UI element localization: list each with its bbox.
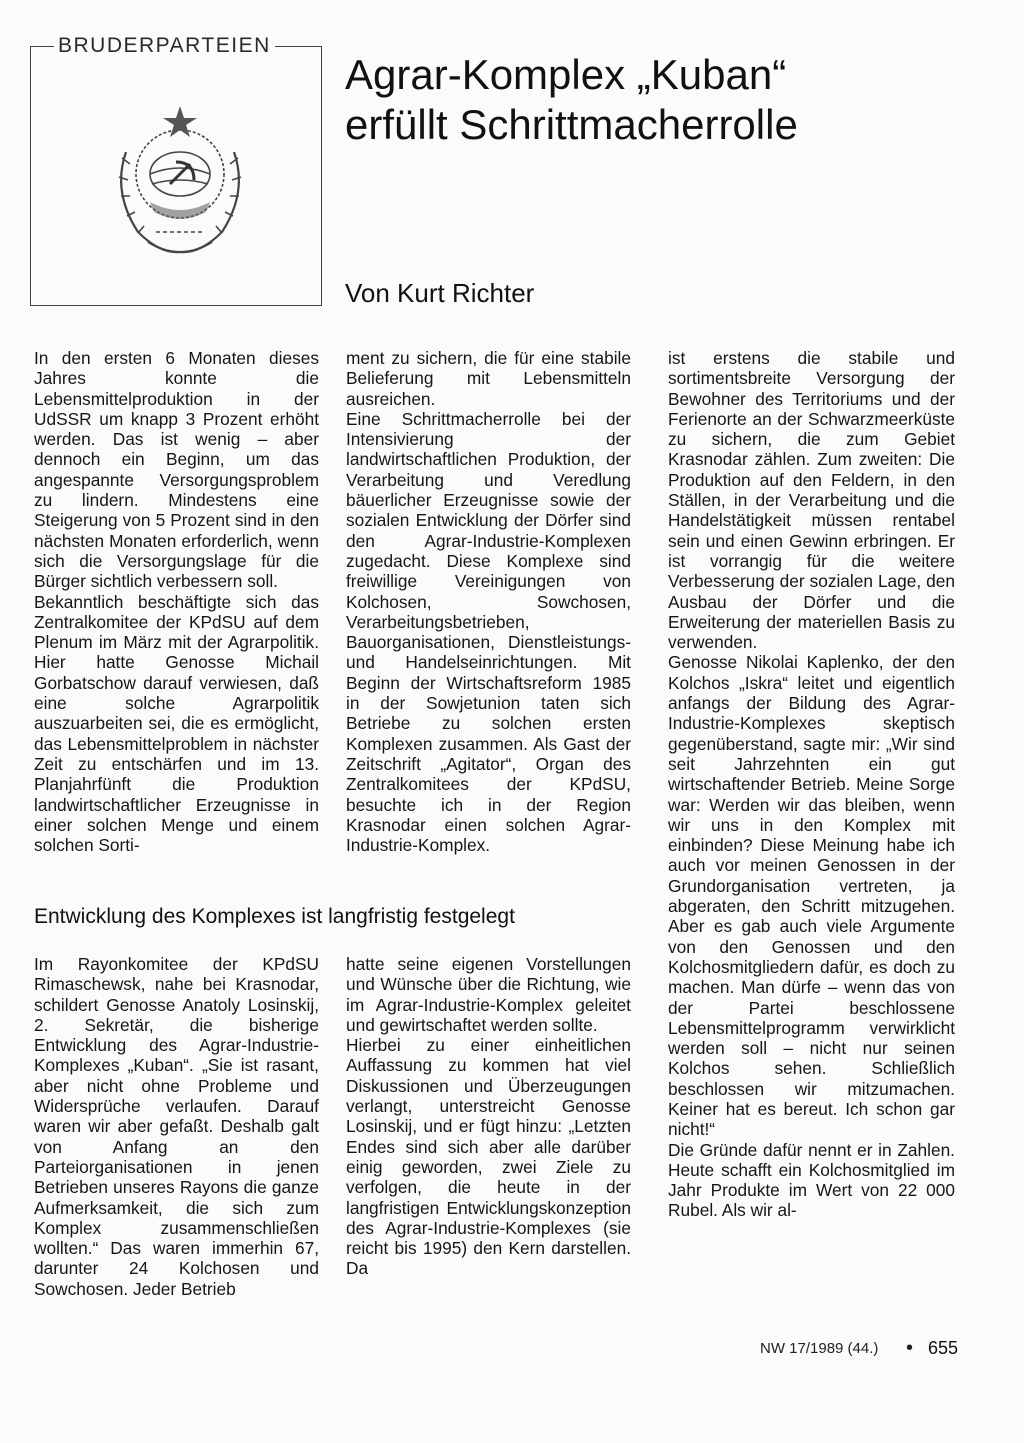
paragraph: Die Gründe dafür nennt er in Zahlen. Heute schafft ein Kolchosmitglied im Jahr Produkte im Wert von 22 000 Rubel. Als wir al- <box>668 1139 955 1221</box>
paragraph: ment zu sichern, die für eine stabile Belieferung mit Lebensmitteln ausreichen. <box>346 348 631 409</box>
headline-line-2: erfüllt Schrittmacherrolle <box>345 101 798 148</box>
paragraph: Bekanntlich beschäftigte sich das Zentralkomitee der KPdSU auf dem Plenum im März mit der Agrarpolitik. Hier hatte Genosse Michail Gorbatschow darauf verwiesen, daß eine solche Agrarpolitik auszuarbeiten sei, die es ermöglicht, das Lebensmittelproblem in nächster Zeit zu entschärfen und im 13. Planjahrfünft die Produktion landwirtschaftlicher Erzeugnisse in einer solchen Menge und einem solchen Sorti- <box>34 591 319 856</box>
ussr-emblem-image <box>90 92 270 272</box>
footer-bullet: • <box>906 1337 914 1359</box>
section2-column-2 <box>346 954 631 1279</box>
section1-column-1 <box>34 348 319 855</box>
paragraph: Hierbei zu einer einheitlichen Auffassung zu kommen hat viel Diskussionen und Überzeugungen verlangt, unterstreicht Genosse Losinskij, und er fügt hinzu: „Letzten Endes sind sich aber alle darüber einig geworden, zwei Ziele zu verfolgen, die heute in der langfristigen Entwicklungskonzeption des Agrar-Industrie-Komplexes (sie reicht bis 1995) den Kern darstellen. Da <box>346 1035 631 1279</box>
section2-column-1 <box>34 954 319 1299</box>
section1-column-2 <box>346 348 631 855</box>
author-byline: Von Kurt Richter <box>345 278 535 308</box>
article-headline <box>345 50 985 150</box>
headline-line-1: Agrar-Komplex „Kuban“ <box>345 51 787 98</box>
paragraph: Im Rayonkomitee der KPdSU Rimaschewsk, nahe bei Krasnodar, schildert Genosse Anatoly Losinskij, 2. Sekretär, die bisherige Entwicklung des Agrar-Industrie-Komplexes „Kuban“. „Sie ist rasant, aber nicht ohne Probleme und Widersprüche verlaufen. Darauf waren wir aber gefaßt. Deshalb galt von Anfang an den Parteiorganisationen in jenen Betrieben unseres Rayons die ganze Aufmerksamkeit, die sich zum Komplex zusammenschließen wollten.“ Das waren immerhin 67, darunter 24 Kolchosen und Sowchosen. Jeder Betrieb <box>34 954 319 1299</box>
section-subheading: Entwicklung des Komplexes ist langfristig festgelegt <box>34 905 515 928</box>
paragraph: Genosse Nikolai Kaplenko, der den Kolchos „Iskra“ leitet und eigentlich anfangs der Bildung des Agrar-Industrie-Komplexes skeptisch gegenüberstand, sagte mir: „Wir sind seit Jahrzehnten ein gut wirtschaftender Betrieb. Meine Sorge war: Werden wir das bleiben, wenn wir uns in den Komplex mit einbinden? Diese Meinung habe ich auch vor meinen Genossen in der Grundorganisation vertreten, ja abgeraten, den Schritt mitzugehen. Aber es gab auch viele Argumente von den Genossen und den Kolchosmitgliedern dafür, es doch zu machen. Man dürfe – wenn das von der Partei beschlossene Lebensmittelprogramm verwirklicht werden soll – nicht nur seinen Kolchos sehen. Schließlich beschlossen wir mitzumachen. Keiner hat es bereut. Ich schon gar nicht!“ <box>668 652 955 1140</box>
paragraph: hatte seine eigenen Vorstellungen und Wünsche über die Richtung, wie im Agrar-Industrie-Komplex geleitet und gewirtschaftet werden sollte. <box>346 954 631 1035</box>
paragraph: ist erstens die stabile und sortimentsbreite Versorgung der Bewohner des Territoriums und der Ferienorte an der Schwarzmeerküste zu sichern, die zum Gebiet Krasnodar zählen. Zum zweiten: Die Produktion auf den Feldern, in den Ställen, in der Verarbeitung und die Handelstätigkeit müssen rentabel sein und einen Gewinn erbringen. Er ist vorrangig für die weitere Verbesserung der sozialen Lage, den Ausbau der Dörfer und die Erweiterung der materiellen Basis zu verwenden. <box>668 348 955 653</box>
rubric-label: BRUDERPARTEIEN <box>54 34 275 58</box>
page-number: 655 <box>928 1338 959 1358</box>
paragraph: In den ersten 6 Monaten dieses Jahres konnte die Lebensmittelproduktion in der UdSSR um knapp 3 Prozent erhöht werden. Das ist wenig – aber dennoch ein Beginn, um das angespannte Versorgungsproblem zu lindern. Mindestens eine Steigerung von 5 Prozent sind in den nächsten Monaten erforderlich, wenn sich die Versorgungslage für die Bürger sichtlich verbessern soll. <box>34 348 319 592</box>
paragraph: Eine Schrittmacherrolle bei der Intensivierung der landwirtschaftlichen Produktion, der Verarbeitung und Veredlung bäuerlicher Erzeugnisse sowie der sozialen Entwicklung der Dörfer sind den Agrar-Industrie-Komplexen zugedacht. Diese Komplexe sind freiwillige Vereinigungen von Kolchosen, Sowchosen, Verarbeitungsbetrieben, Bauorganisationen, Dienstleistungs- und Handelseinrichtungen. Mit Beginn der Wirtschaftsreform 1985 in der Sowjetunion taten sich Betriebe zu solchen ersten Komplexen zusammen. Als Gast der Zeitschrift „Agitator“, Organ des Zentralkomitees der KPdSU, besuchte ich in der Region Krasnodar einen solchen Agrar-Industrie-Komplex. <box>346 408 631 856</box>
column-3 <box>668 348 955 1221</box>
issue-reference: NW 17/1989 (44.) <box>760 1340 879 1357</box>
